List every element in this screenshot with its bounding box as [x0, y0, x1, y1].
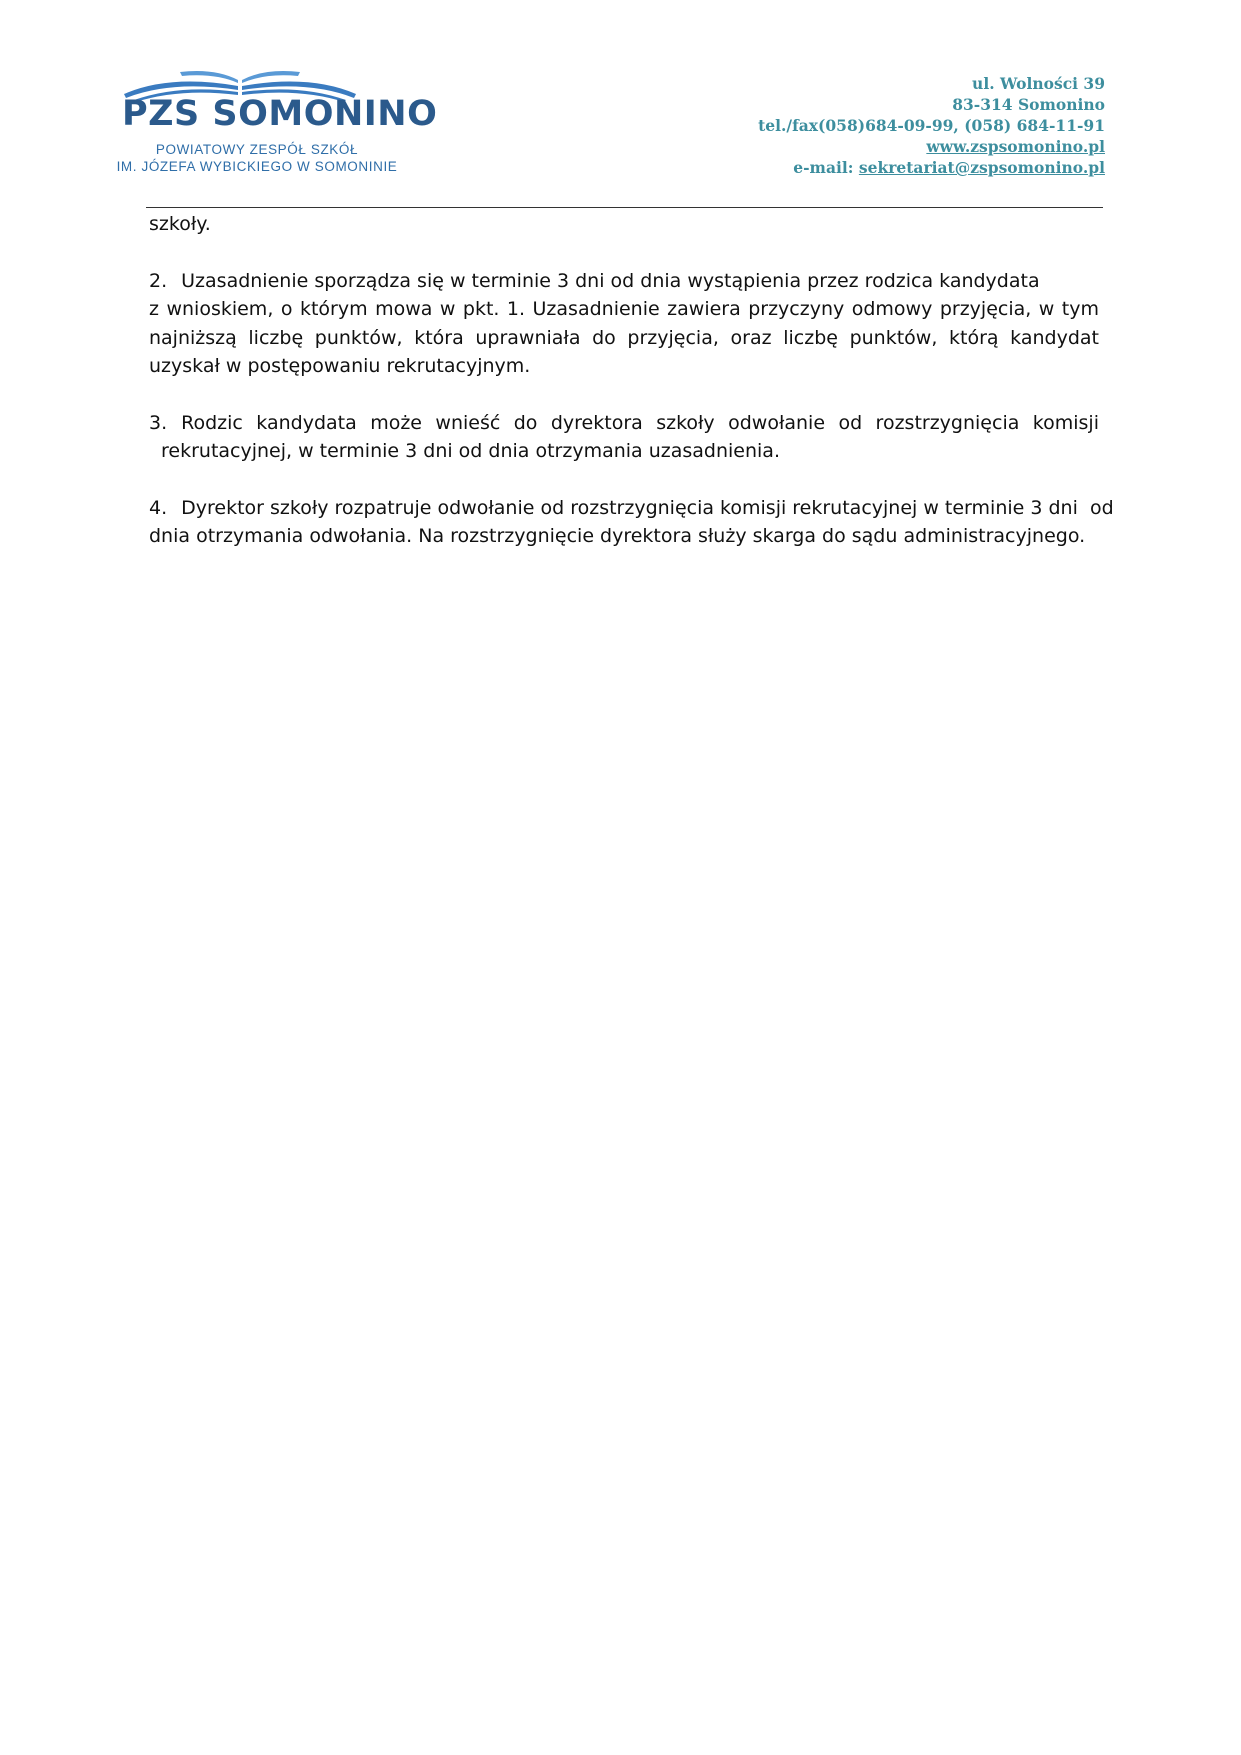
item-4-line2: dnia otrzymania odwołania. Na rozstrzygnięcie dyrektora służy skarga do sądu administracyjnego.	[149, 525, 1086, 547]
contact-phone: tel./fax(058)684-09-99, (058) 684-11-91	[758, 116, 1105, 135]
contact-street: ul. Wolności 39	[972, 74, 1105, 93]
item-4-line1: Dyrektor szkoły rozpatruje odwołanie od rozstrzygnięcia komisji rekrutacyjnej w terminie 3 dni od	[181, 496, 1114, 519]
contact-block	[758, 73, 1105, 178]
document-body	[149, 210, 1114, 551]
contact-city: 83-314 Somonino	[952, 95, 1105, 114]
website-link[interactable]: www.zspsomonino.pl	[926, 137, 1105, 156]
school-logo	[92, 70, 438, 180]
item-2-number: 2.	[149, 269, 168, 292]
logo-title: PZS SOMONINO	[122, 94, 438, 134]
item-2-body: z wnioskiem, o którym mowa w pkt. 1. Uzasadnienie zawiera przyczyny odmowy przyjęcia, w tym najniższą liczbę punktów, która uprawniała do przyjęcia, oraz liczbę punktów, którą kandydat uzyskał w postępowaniu rekrutacyjnym.	[149, 298, 1099, 377]
header-divider	[146, 207, 1103, 208]
item-3-number: 3.	[149, 411, 168, 434]
item-4-number: 4.	[149, 496, 168, 519]
email-link[interactable]: sekretariat@zspsomonino.pl	[858, 158, 1105, 177]
item-3-first-line	[149, 409, 1099, 438]
logo-subtitle-line1: POWIATOWY ZESPÓŁ SZKÓŁ	[155, 142, 359, 157]
contact-email-row	[758, 157, 1105, 178]
item-4-first-line	[149, 494, 1114, 523]
item-3-line1: Rodzic kandydata może wnieść do dyrektora szkoły odwołanie od rozstrzygnięcia komisji	[181, 411, 1099, 434]
email-label: e-mail:	[793, 158, 859, 177]
logo-subtitle-line2: IM. JÓZEFA WYBICKIEGO W SOMONINIE	[116, 159, 398, 174]
item-3-line2: rekrutacyjnej, w terminie 3 dni od dnia otrzymania uzasadnienia.	[161, 440, 780, 462]
continuation-text: szkoły.	[149, 213, 211, 235]
item-2-line1: Uzasadnienie sporządza się w terminie 3 dni od dnia wystąpienia przez rodzica kandydata	[181, 269, 1040, 292]
item-2-first-line	[149, 267, 1099, 296]
